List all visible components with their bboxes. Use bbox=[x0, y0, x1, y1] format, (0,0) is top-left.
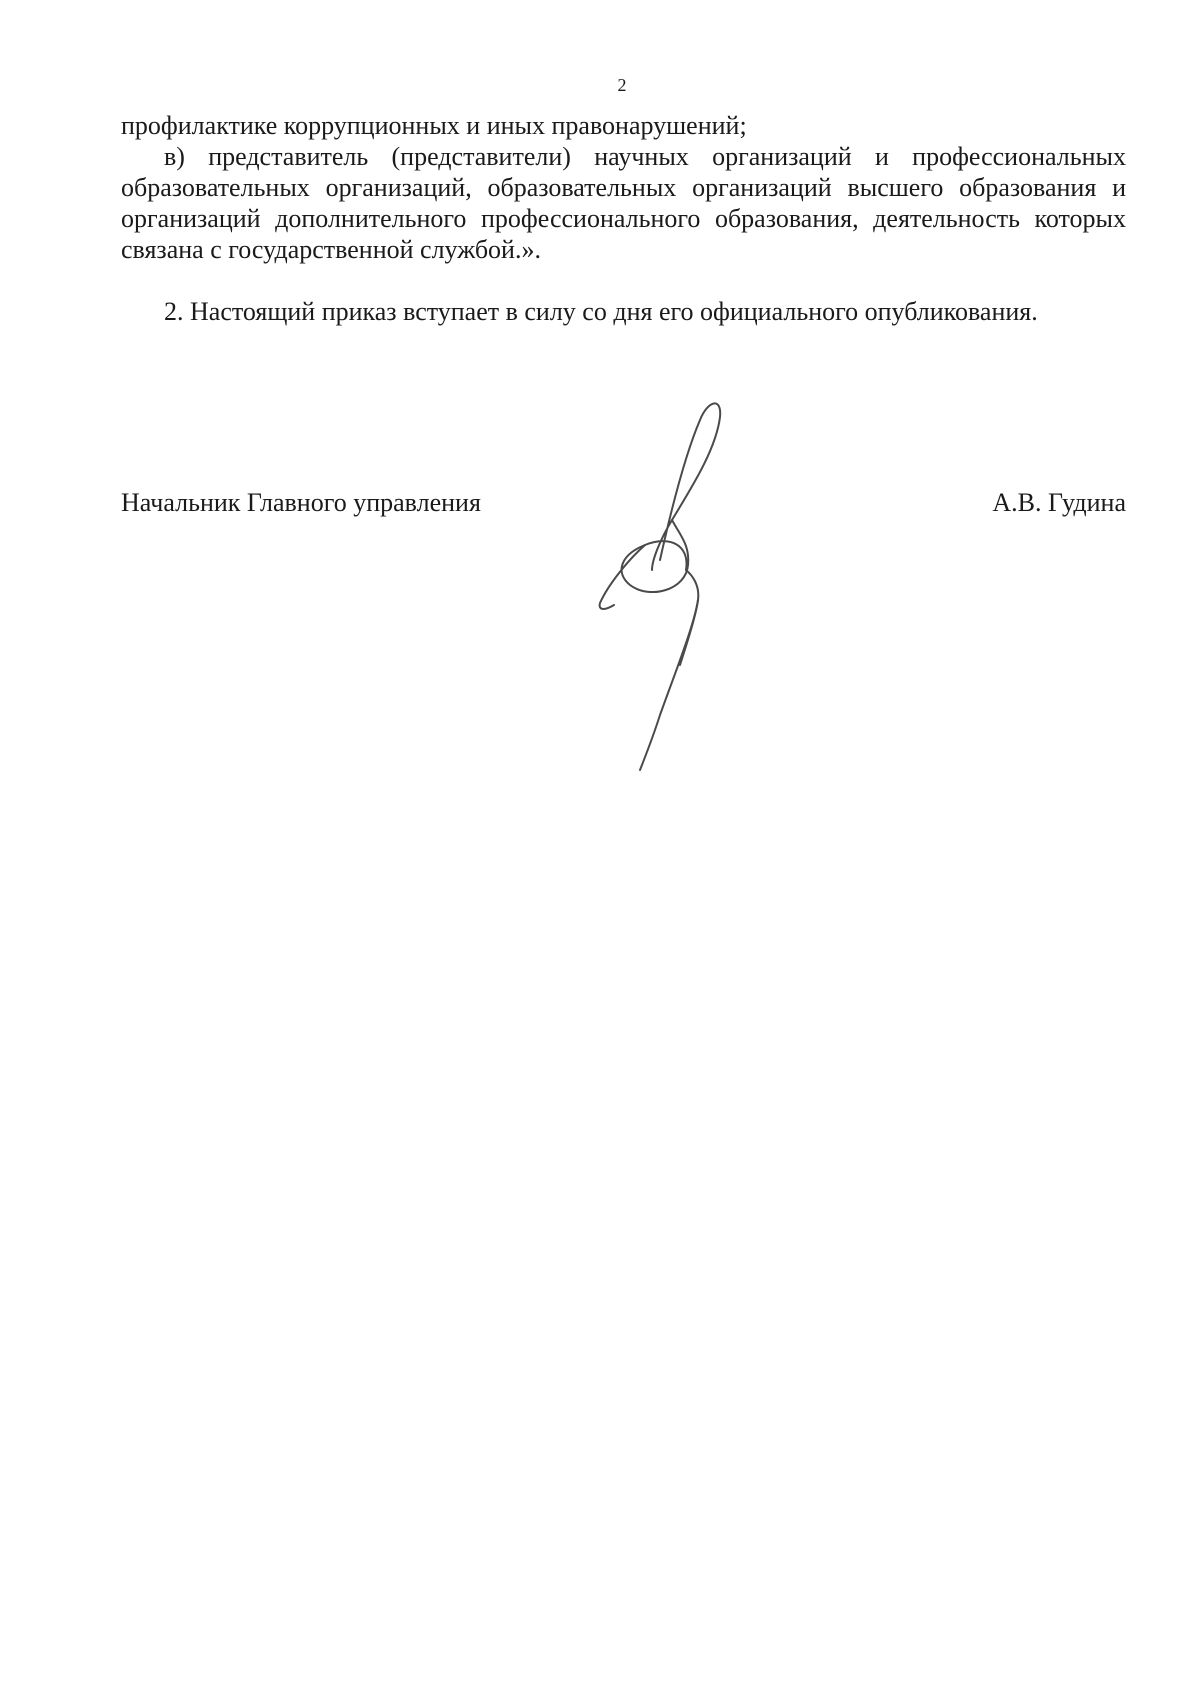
paragraph-item-v: в) представитель (представители) научных организаций и профессиональных образовательных организаций, образовательных организаций высшего образования и организаций дополнительного профессионального образования, деятельность которых связана с государственной службой.». bbox=[121, 142, 1126, 264]
document-body bbox=[121, 110, 1126, 327]
signatory-name: А.В. Гудина bbox=[992, 488, 1126, 517]
page-number: 2 bbox=[617, 75, 627, 95]
signatory-title: Начальник Главного управления bbox=[121, 488, 481, 517]
handwritten-signature-icon bbox=[590, 395, 750, 775]
paragraph-continuation: профилактике коррупционных и иных правонарушений; bbox=[121, 111, 747, 140]
paragraph-effective-date: 2. Настоящий приказ вступает в силу со дня его официального опубликования. bbox=[164, 297, 1038, 326]
